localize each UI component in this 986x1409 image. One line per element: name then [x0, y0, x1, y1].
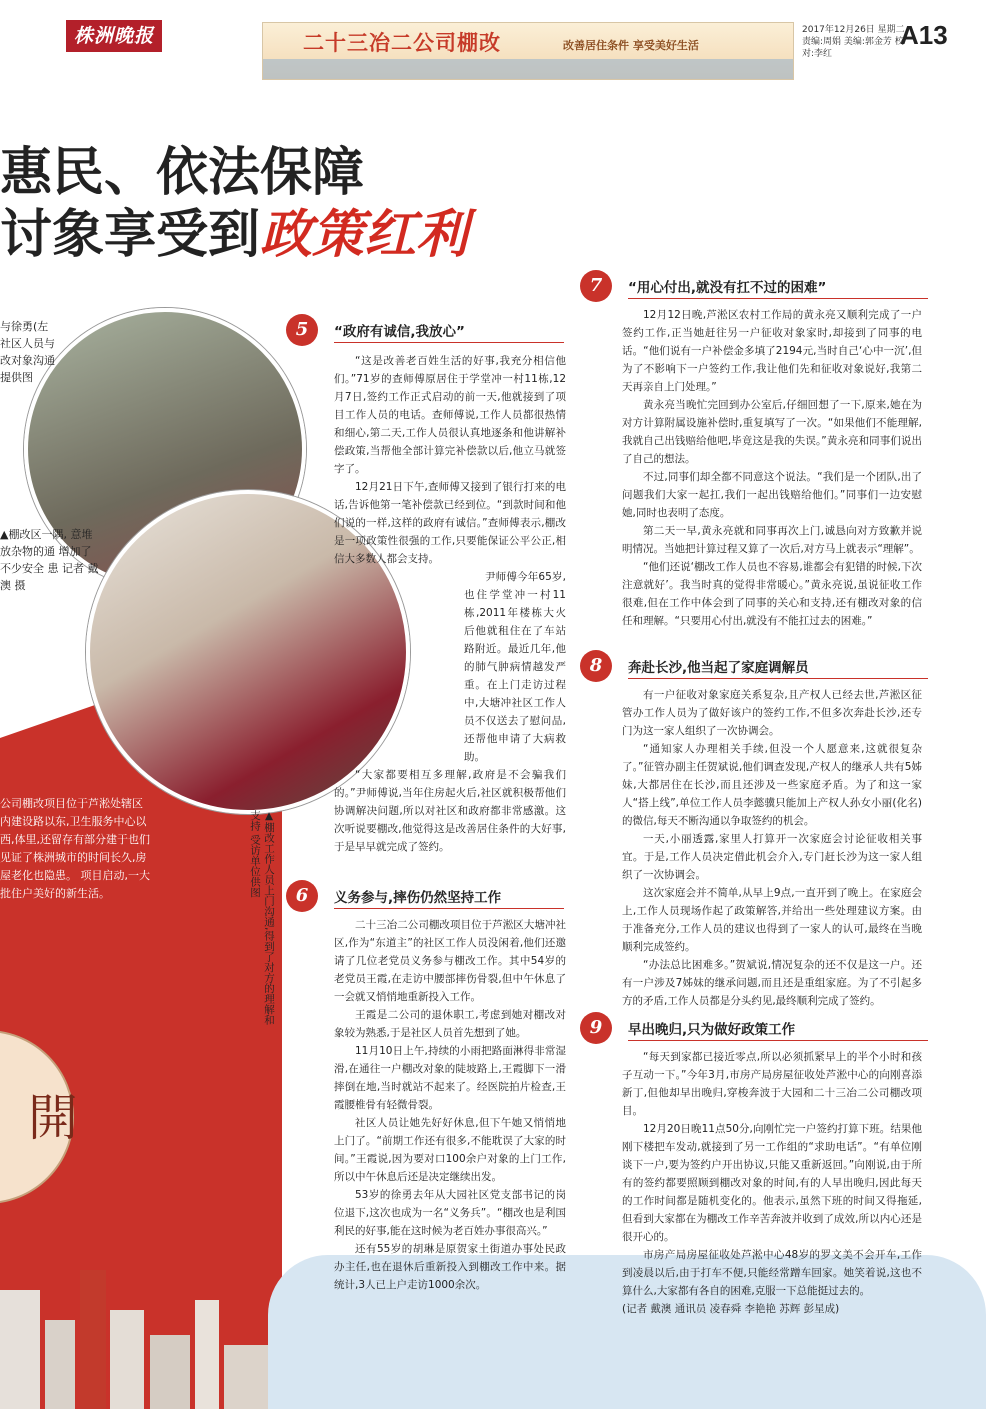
city-skyline-illustration: [0, 1250, 282, 1409]
paragraph: “这是改善老百姓生活的好事,我充分相信他们。”71岁的查师傅原居住于学堂冲一村11栋,12月7日,签约工作正式启动的前一天,他就接到了项目工作人员的电话。查师傅说,工作人员都很热情和细心,第二天,工作人员很认真地逐条和他讲解补偿政策,当帮他全部计算完补偿款以后,他立马就签字了。: [334, 355, 566, 475]
seal-character: 開: [28, 1089, 78, 1147]
section-7-body: [622, 306, 922, 630]
page-info: [802, 24, 912, 60]
section-number-6: 6: [286, 880, 318, 912]
paragraph: 有一户征收对象家庭关系复杂,且产权人已经去世,芦淞区征管办工作人员为了做好该户的签约工作,不但多次奔赴长沙,还专门为这一家人组织了一次协调会。: [622, 689, 922, 737]
paragraph: 还有55岁的胡琳是原贺家土街道办事处民政办主任,也在退休后重新投入到棚改工作中来。据统计,3人已上户走访1000余次。: [334, 1243, 566, 1291]
paragraph: 黄永亮当晚忙完回到办公室后,仔细回想了一下,原来,她在为对方计算附属设施补偿时,重复填写了一次。“如果他们不能理解,我就自己出钱赔给他吧,毕竟这是我的失误。”黄永亮和同事们说出了自己的想法。: [622, 399, 922, 465]
headline-line1: 惠民、依法保障: [0, 142, 365, 203]
paragraph: “通知家人办理相关手续,但没一个人愿意来,这就很复杂了。”征管办副主任贺斌说,他们调查发现,产权人的继承人共有5姊妹,大都居住在长沙,而且还涉及一些家庭矛盾。为了和这一家人“搭上线”,单位工作人员李懿骥只能加上产权人孙女小丽(化名)的微信,每天不断沟通以争取签约的机会。: [622, 743, 922, 827]
section-8-rule: [628, 678, 928, 679]
intro-text: 公司棚改项目位于芦淞处辖区内建设路以东,卫生服务中心以西,体里,还留存有部分建于也们见证了株洲城市的时间长久,房屋老化也隐患。 项目启动,一大批住户美好的新生活。: [0, 797, 150, 900]
paragraph: 不过,同事们却全都不同意这个说法。“我们是一个团队,出了问题我们大家一起扛,我们一起出钱赔给他们。”同事们一边安慰她,同时也表明了态度。: [622, 471, 922, 519]
paragraph: 王霞是二公司的退休职工,考虑到她对棚改对象较为熟悉,于是社区人员首先想到了她。: [334, 1009, 566, 1039]
paragraph: 社区人员让她先好好休息,但下午她又悄悄地上门了。“前期工作还有很多,不能耽误了大家的时间。”王霞说,因为要对口100余户对象的上门工作,所以中午休息后还是决定继续出发。: [334, 1117, 566, 1183]
issue-date: 2017年12月26日 星期二: [802, 25, 905, 35]
headline-line2-plain: 讨象享受到: [0, 204, 261, 265]
paragraph: 第二天一早,黄永亮就和同事再次上门,诚恳向对方致歉并说明情况。当她把计算过程又算了一次后,对方马上就表示“理解”。: [622, 525, 922, 555]
photo1-caption: 与徐勇(左 社区人员与 改对象沟通 提供图: [0, 320, 55, 384]
headline-line2: [0, 192, 468, 267]
paragraph: 市房产局房屋征收处芦淞中心48岁的罗文美不会开车,工作到凌晨以后,由于打车不便,只能经常蹭车回家。她笑着说,这也不算什么,大家都有各自的困难,克服一下总能挺过去的。: [622, 1249, 922, 1297]
section-number-5: 5: [286, 314, 318, 346]
section-6-body: [334, 916, 566, 1294]
page-number: A13: [900, 20, 948, 50]
section-9-body: [622, 1048, 922, 1318]
banner-title: 二十三冶二公司棚改: [303, 30, 501, 55]
section-banner: [262, 22, 794, 80]
paragraph: 这次家庭会并不简单,从早上9点,一直开到了晚上。在家庭会上,工作人员现场作起了政策解答,并给出一些处理建议方案。由于准备充分,工作人员的建议也得到了一家人的认可,最终在当晚顺利完成签约。: [622, 887, 922, 953]
section-7-rule: [628, 298, 928, 299]
paragraph: 12月20日晚11点50分,向刚忙完一户签约打算下班。结果他刚下楼把车发动,就接到了另一工作组的“求助电话”。“有单位刚谈下一户,要为签约户开出协议,只能又重新返回。”向刚说,由于所有的签约都要照顾到棚改对象的时间,有的人早出晚归,因此每天的工作时间都是随机变化的。他表示,虽然下班的时间又得拖延,但看到大家都在为棚改工作辛苦奔波并收到了成效,所以内心还是很开心的。: [622, 1123, 922, 1243]
paragraph: “他们还说‘棚改工作人员也不容易,谁都会有犯错的时候,下次注意就好’。我当时真的觉得非常暖心。”黄永亮说,虽说征收工作很难,但在工作中体会到了同事的关心和支持,还有棚改对象的信任和理解。“只要用心付出,就没有不能扛过去的困难。”: [622, 561, 922, 627]
section-5-body: [334, 352, 566, 856]
section-8-body: [622, 686, 922, 1010]
section-5-title: “政府有诚信,我放心”: [334, 324, 465, 340]
reporter-credit: (记者 戴澳 通讯员 凌春舜 李艳艳 苏辉 彭星成): [622, 1303, 840, 1315]
paragraph: 53岁的徐勇去年从大园社区党支部书记的岗位退下,这次也成为一名“义务兵”。“棚改也是利国利民的好事,能在这时候为老百姓办事很高兴。”: [334, 1189, 566, 1237]
paragraph: “每天到家都已接近零点,所以必须抓紧早上的半个小时和孩子互动一下。”今年3月,市房产局房屋征收处芦淞中心的向刚喜添新丁,但他却早出晚归,穿梭奔波于大园和二十三冶二公司棚改项目。: [622, 1051, 922, 1117]
section-6-title: 义务参与,摔伤仍然坚持工作: [334, 890, 502, 906]
banner-subtitle: 改善居住条件 享受美好生活: [563, 39, 699, 52]
section-number-7: 7: [580, 270, 612, 302]
section-9-rule: [628, 1040, 928, 1041]
paragraph: “大家都要相互多理解,政府是不会骗我们的。”尹师傅说,当年住房起火后,社区就积极帮他们协调解决问题,所以对社区和政府都非常感激。这次听说要棚改,他觉得这是改善居住条件的大好事,于是早早就完成了签约。: [334, 769, 566, 853]
paragraph: 尹师傅今年65岁,也住学堂冲一村11栋,2011年楼栋大火后他就租住在了车站路附近。最近几年,他的肺气肿病情越发严重。在上门走访过程中,大塘冲社区工作人员不仅送去了慰问品,还帮他申请了大病救助。: [464, 571, 566, 763]
editor-credits: 责编:周娟 美编:郭金芳 校对:李红: [802, 37, 904, 59]
section-9-title: 早出晚归,只为做好政策工作: [628, 1022, 796, 1038]
paragraph: 12月12日晚,芦淞区农村工作局的黄永亮又顺利完成了一户签约工作,正当她赶往另一户征收对象家时,却接到了同事的电话。“他们说有一户补偿金多填了2194元,当时自己‘心中一沉’,但为了不影响下一户签约工作,我让他们先和征收对象说好,我第二天再亲自上门处理。”: [622, 309, 922, 393]
section-8-title: 奔赴长沙,他当起了家庭调解员: [628, 660, 809, 676]
paragraph: 一天,小丽透露,家里人打算开一次家庭会讨论征收相关事宜。于是,工作人员决定借此机会介入,专门赶长沙为这一家人组织了一次协调会。: [622, 833, 922, 881]
section-6-rule: [334, 908, 564, 909]
headline-line2-red: 政策红利: [260, 204, 469, 265]
photo2-caption: ▲棚改区一隅, 意堆放杂物的通 增加了不少安全 患 记者 戴澳 摄: [0, 528, 99, 592]
skyline-decoration: [263, 59, 793, 79]
section-7-title: “用心付出,就没有扛不过的困难”: [628, 280, 827, 296]
paragraph: 11月10日上午,持续的小雨把路面淋得非常湿滑,在通往一户棚改对象的陡坡路上,王霞脚下一滑摔倒在地,当时就站不起来了。经医院拍片检查,王霞腰椎骨有轻微骨裂。: [334, 1045, 566, 1111]
section-number-8: 8: [580, 650, 612, 682]
section-5-rule: [334, 342, 564, 343]
vertical-caption: ▲棚改工作人员上门沟通,得到了对方的理解和支持 受访单位供图: [249, 810, 275, 1025]
paragraph: 二十三冶二公司棚改项目位于芦淞区大塘冲社区,作为“东道主”的社区工作人员没闲着,他们还邀请了几位老党员义务参与棚改工作。其中54岁的老党员王霞,在走访中腰部摔伤骨裂,但中午休息了一会就又悄悄地重新投入工作。: [334, 919, 566, 1003]
newspaper-logo: 株洲晚报: [66, 20, 162, 52]
paragraph: 12月21日下午,查师傅又接到了银行打来的电话,告诉他第一笔补偿款已经到位。“到款时间和他们说的一样,这样的政府有诚信。”查师傅表示,棚改是一项政策性很强的工作,只要能保证公平公正,相信大多数人都会支持。: [334, 481, 566, 565]
paragraph: “办法总比困难多。”贺斌说,情况复杂的还不仅是这一户。还有一户涉及7姊妹的继承问题,而且还是重组家庭。为了不引起多方的矛盾,工作人员都是分头约见,最终顺利完成了签约。: [622, 959, 922, 1007]
section-number-9: 9: [580, 1012, 612, 1044]
